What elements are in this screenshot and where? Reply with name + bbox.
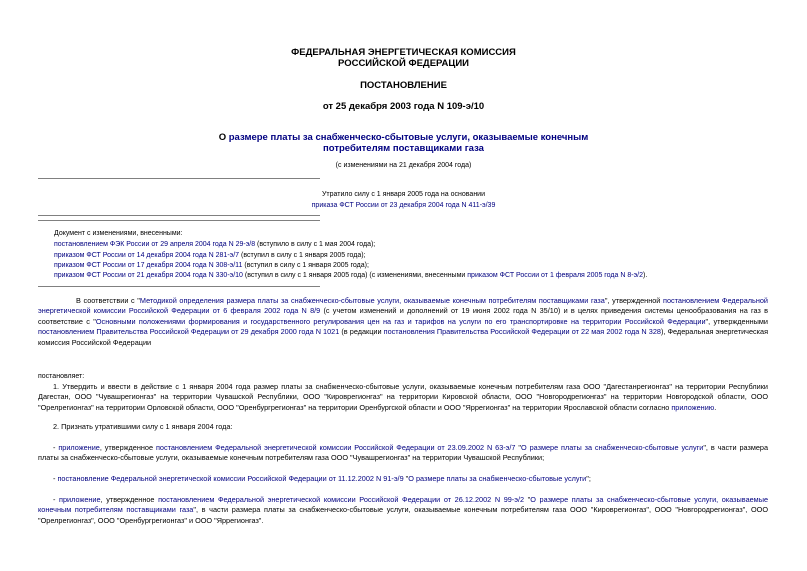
text: -: [53, 495, 60, 504]
change-link[interactable]: приказом ФСТ России от 17 декабря 2004 года N 308-э/11: [54, 262, 243, 269]
org-line-1: ФЕДЕРАЛЬНАЯ ЭНЕРГЕТИЧЕСКАЯ КОМИССИЯ: [291, 47, 516, 58]
divider: [38, 178, 320, 179]
divider: [38, 220, 320, 221]
change-text: (вступил в силу с 1 января 2005 года);: [242, 262, 369, 269]
preamble-paragraph: [38, 296, 768, 348]
change-link[interactable]: приказом ФСТ России от 14 декабря 2004 года N 281-э/7: [54, 252, 240, 259]
appendix-link[interactable]: приложение: [58, 443, 100, 452]
doc-title-line-2[interactable]: потребителям поставщиками газа: [323, 143, 484, 154]
text: -: [53, 443, 59, 452]
text: ", в части размера платы за снабженческо-сбытовые услуги, оказываемые конечным потребителям газа ООО "Чувашрегионгаз" на территории Чувашской Республики;: [38, 443, 769, 463]
change-text: (вступило в силу с 1 мая 2004 года);: [255, 241, 376, 248]
decree-word: постановляет:: [38, 373, 85, 380]
change-item: [54, 270, 647, 281]
text: ": [515, 443, 521, 452]
text: ";: [586, 474, 591, 483]
text: .: [714, 402, 717, 412]
text: , утвержденное: [99, 443, 156, 452]
fee-title-link[interactable]: О размере платы за снабженческо-сбытовые услуги: [521, 443, 704, 452]
org-line-2: РОССИЙСКОЙ ФЕДЕРАЦИИ: [337, 58, 469, 69]
expired-link[interactable]: приказа ФСТ России от 23 декабря 2004 года N 411-э/39: [311, 202, 496, 209]
text: 1. Утвердить и ввести в действие с 1 января 2004 года размер платы за снабженческо-сбытовые услуги, оказываемые конечным потребителям газа ООО "Дагестанрегионгаз" на территории Республики Дагестан, ООО "Чувашрегионгаз" на территории Чувашской Республики, ООО "Кироврегионгаз" на территории Кировской области, ООО "Новгородрегионгаз" на территории Новгородской области, ООО "Орелрегионгаз" на территории Орловской области, ООО "Оренбургрегионгаз" на территории Оренбургской области и ООО "Яррегионгаз" на территории Ярославской области согласно: [38, 382, 768, 412]
change-text: (вступил в силу с 1 января 2005 года) (с изменениями, внесенными: [242, 272, 468, 279]
change-link[interactable]: приказом ФСТ России от 21 декабря 2004 года N 330-э/10: [54, 272, 243, 279]
sub-item-a: [38, 443, 768, 464]
sub-item-c: [38, 495, 768, 526]
government-resolution-link[interactable]: постановлением Правительства Российской Федерации от 29 декабря 2000 года N 1021: [38, 327, 340, 337]
doc-type: ПОСТАНОВЛЕНИЕ: [360, 80, 447, 91]
change-text: (вступил в силу с 1 января 2005 года);: [239, 252, 366, 259]
text: ", в части размера платы за снабженческо-сбытовые услуги, оказываемые конечным потребителям газа ООО "Кироврегионгаз", ООО "Новгородрегионгаз", ООО "Орелрегионгаз", ООО "Оренбургрегионгаз" и ООО "Яррегионгаз".: [38, 505, 768, 525]
appendix-link[interactable]: приложению: [671, 402, 715, 412]
doc-date: от 25 декабря 2003 года N 109-э/10: [322, 101, 485, 112]
fek-resolution-link[interactable]: постановлением Федеральной энергетической комиссии Российской Федерации от 6 февраля 2002 года N 8/9: [38, 296, 769, 316]
text: (с учетом изменений и дополнений от 19 июня 2002 года N 35/10) и в целях приведения системы ценообразования на газ в соответствие с ": [38, 306, 768, 326]
title-prefix: О: [218, 132, 229, 143]
item-1-paragraph: [38, 382, 768, 413]
divider: [38, 286, 320, 287]
text: ", утвержденными: [705, 316, 769, 326]
fek-resolution-link[interactable]: постановлением Федеральной энергетической комиссии Российской Федерации от 23.09.2002 N 63-э/7: [155, 443, 516, 452]
sub-item-b: [53, 474, 591, 484]
text: ": [524, 495, 531, 504]
fee-title-link[interactable]: О размере платы за снабженческо-сбытовые услуги: [408, 474, 587, 483]
item-2-heading: 2. Признать утратившими силу с 1 января 2004 года:: [53, 422, 233, 431]
divider: [38, 215, 320, 216]
methodology-link[interactable]: Методикой определения размера платы за снабженческо-сбытовые услуги, оказываемые конечным потребителям поставщиками газа: [139, 296, 605, 305]
text: ), Федеральная энергетическая комиссия Российской Федерации: [38, 327, 769, 347]
government-resolution-2-link[interactable]: постановления Правительства Российской Федерации от 22 мая 2002 года N 328: [383, 327, 661, 337]
text: -: [53, 474, 58, 483]
fek-resolution-link[interactable]: постановлением Федеральной энергетической комиссии Российской Федерации от 26.12.2002 N 99-э/2: [158, 495, 525, 504]
fee-title-link[interactable]: О размере платы за снабженческо-сбытовые услуги, оказываемые конечным потребителям поставщиками газа: [38, 495, 769, 515]
change-item: [54, 239, 375, 250]
text: (в редакции: [339, 327, 384, 337]
doc-title-line-1: [0, 132, 807, 143]
text: В соответствии с ": [76, 296, 140, 305]
expired-line-1: Утратило силу с 1 января 2005 года на основании: [321, 191, 486, 198]
basic-provisions-link[interactable]: Основными положениями формирования и государственного регулирования цен на газ и тарифов на услуги по его транспортировке на территории Российской Федерации: [95, 316, 706, 326]
fek-resolution-link[interactable]: постановление Федеральной энергетической комиссии Российской Федерации от 11.12.2002 N 91-э/9: [57, 474, 404, 483]
changes-intro: Документ с изменениями, внесенными:: [54, 230, 183, 237]
text: ": [403, 474, 409, 483]
text: ", утвержденной: [604, 296, 664, 305]
appendix-link[interactable]: приложение: [59, 495, 101, 504]
amend-note: (с изменениями на 21 декабря 2004 года): [335, 162, 472, 169]
change-text: ).: [642, 272, 648, 279]
text: , утвержденное: [100, 495, 159, 504]
title-link[interactable]: размере платы за снабженческо-сбытовые услуги, оказываемые конечным: [228, 132, 589, 143]
change-link[interactable]: приказом ФСТ России от 1 февраля 2005 года N 8-э/2: [467, 272, 643, 279]
change-link[interactable]: постановлением ФЭК России от 29 апреля 2004 года N 29-э/8: [54, 241, 256, 248]
